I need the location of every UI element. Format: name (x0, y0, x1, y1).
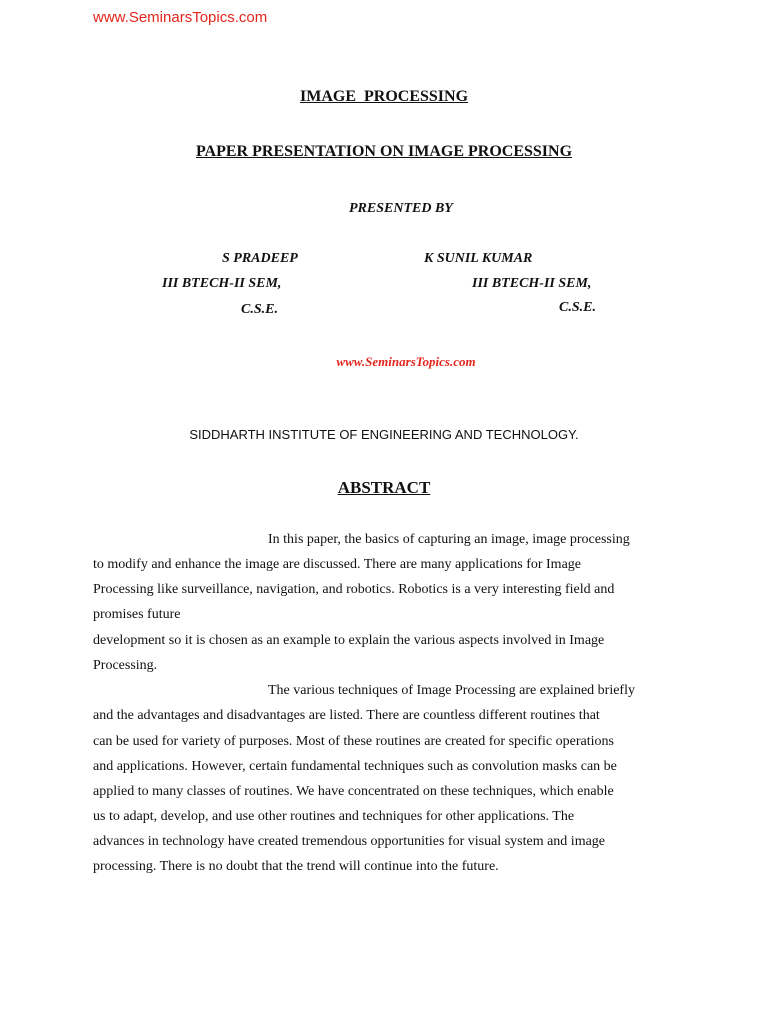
abstract-line: Processing. (93, 658, 158, 673)
document-subtitle: PAPER PRESENTATION ON IMAGE PROCESSING (195, 143, 573, 160)
abstract-line: The various techniques of Image Processing are explained briefly (268, 683, 635, 698)
document-title: IMAGE PROCESSING (299, 88, 469, 105)
abstract-line: to modify and enhance the image are discussed. There are many applications for Image (93, 557, 581, 572)
abstract-line: and the advantages and disadvantages are listed. There are countless different routines that (93, 708, 600, 723)
author-2-dept: C.S.E. (559, 300, 596, 315)
abstract-line: us to adapt, develop, and use other routines and techniques for other applications. The (93, 809, 575, 824)
abstract-line: advances in technology have created tremendous opportunities for visual system and image (93, 834, 606, 849)
author-2-course: III BTECH-II SEM, (472, 276, 592, 291)
abstract-heading: ABSTRACT (337, 478, 431, 497)
abstract-line: applied to many classes of routines. We have concentrated on these techniques, which enable (93, 784, 614, 799)
abstract-line: promises future (93, 607, 181, 622)
author-1-name: S PRADEEP (222, 251, 298, 266)
author-2-name: K SUNIL KUMAR (424, 251, 533, 266)
institute-name: SIDDHARTH INSTITUTE OF ENGINEERING AND TECHNOLOGY. (189, 427, 579, 442)
abstract-line: Processing like surveillance, navigation, and robotics. Robotics is a very interesting field and (93, 582, 615, 597)
author-1-dept: C.S.E. (241, 302, 278, 317)
abstract-line: and applications. However, certain fundamental techniques such as convolution masks can be (93, 759, 617, 774)
header-site-link[interactable]: www.SeminarsTopics.com (93, 9, 268, 26)
abstract-line: development so it is chosen as an example to explain the various aspects involved in Image (93, 633, 605, 648)
abstract-line: processing. There is no doubt that the trend will continue into the future. (93, 859, 499, 874)
abstract-line: In this paper, the basics of capturing an image, image processing (268, 532, 630, 547)
author-1-course: III BTECH-II SEM, (162, 276, 282, 291)
body-site-link[interactable]: www.SeminarsTopics.com (336, 354, 476, 369)
presented-by-label: PRESENTED BY (349, 201, 453, 216)
abstract-line: can be used for variety of purposes. Most of these routines are created for specific operations (93, 734, 614, 749)
